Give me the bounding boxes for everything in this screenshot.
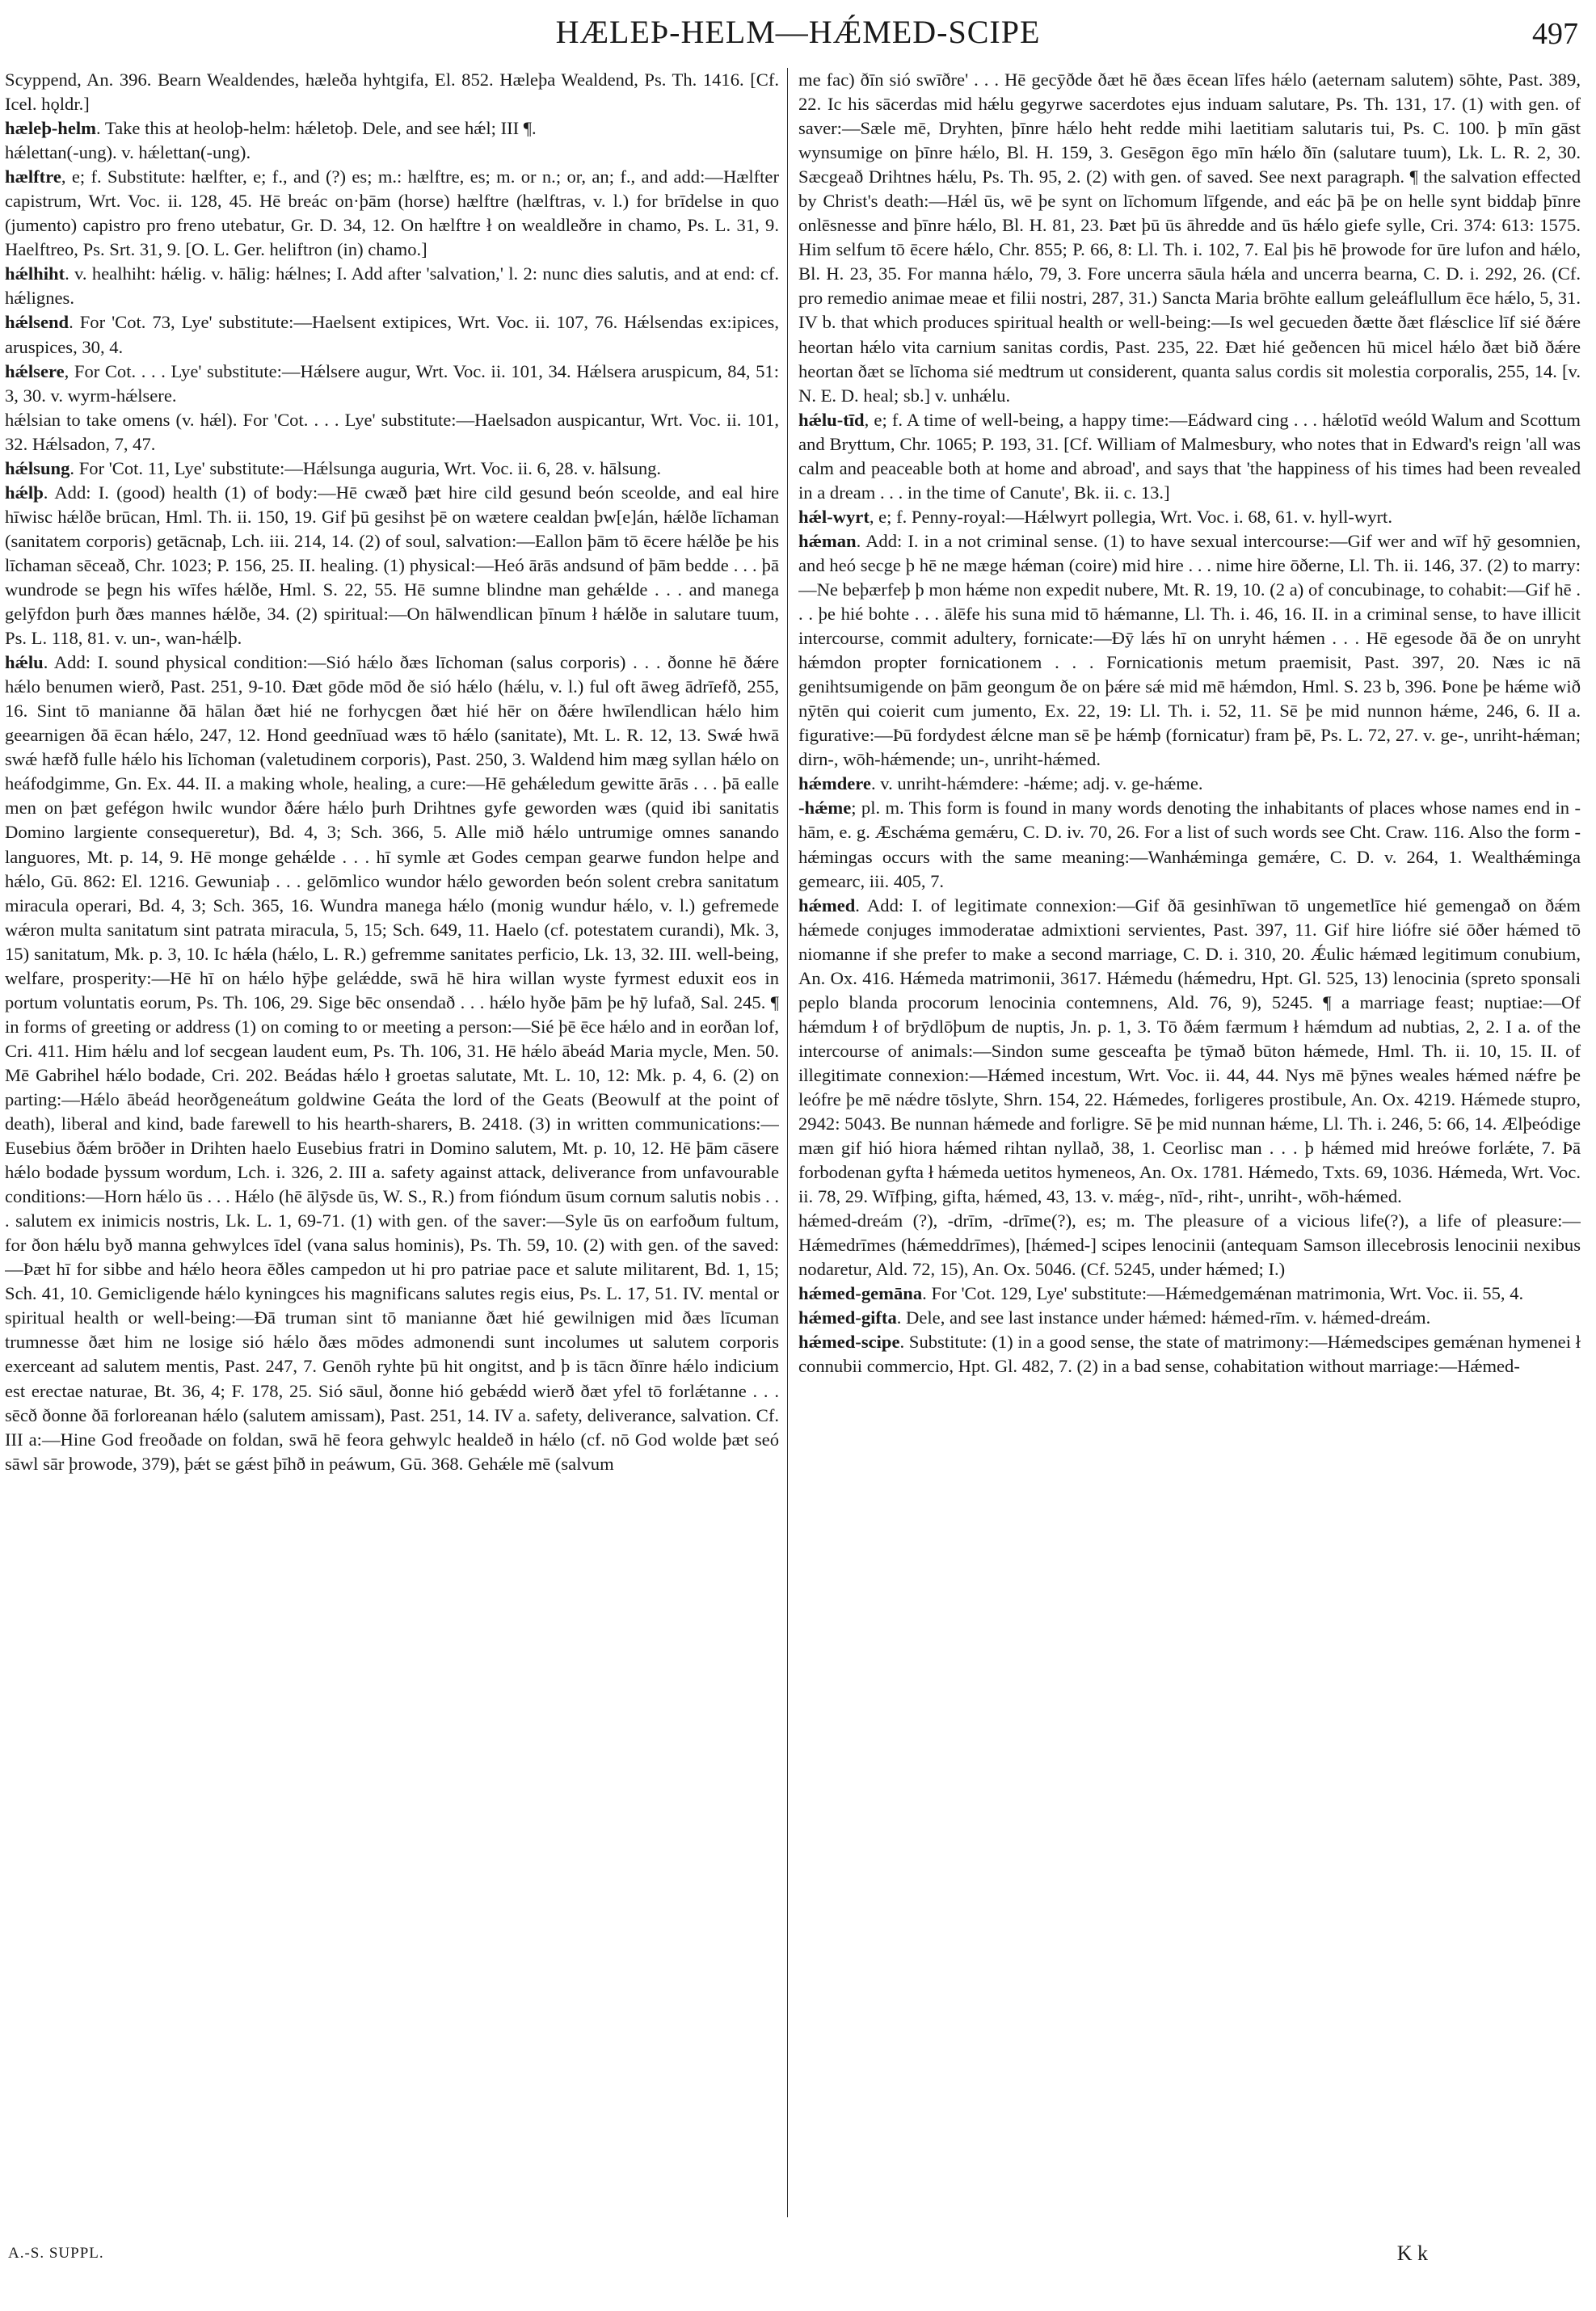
headword: hǽlu (5, 652, 44, 673)
entry-paragraph: hǽman. Add: I. in a not criminal sense. (1) to have sexual intercourse:—Gif wer and wīf hȳ gesomnien, and heó secge þ hē ne mæge hǽman (coire) mid hire . . . nime hire ōðerne, Ll. Th. ii. 146, 37. (2) to marry:—Ne beþærfeþ þ mon hǽme non expedit nubere, Mt. R. 19, 10. (2 a) of concubinage, to cohabit:—Gif hē . . . þe hié bohte . . . ālēfe his suna mid tō hǽmanne, Ll. Th. i. 46, 16. II. in a criminal sense, to have illicit intercourse, commit adultery, fornicate:—Ðȳ lǽs hī on unryht hǽmen . . . Hē egesode ðā ðe on unryht hǽmdon propter fornicationem . . . Fornicationis metum praemisit, Past. 397, 20. Næs ic nā genihtsumigende on þām geongum ðe on þǽre sǽ mid mē hǽmdon, Hml. S. 23 b, 396. Þone þe hǽme wið nȳtēn qui coierit cum jumento, Ex. 22, 19: Ll. Th. i. 52, 11. Sē þe mid nunnon hǽme, 246, 6. II a. figurative:—Þū fordydest ǽlcne man sē þe hǽmþ (fornicatur) fram þē, Ps. L. 72, 27. v. ge-, unriht-hǽman; dirn-, wōh-hǽmende; un-, unriht-hǽmed. (798, 530, 1581, 770)
headword: hǽlhiht (5, 263, 65, 284)
headword: -hǽme (798, 798, 852, 819)
left-column (5, 68, 779, 2217)
entry-paragraph: hǽl-wyrt, e; f. Penny-royal:—Hǽlwyrt pollegia, Wrt. Voc. i. 68, 61. v. hyll-wyrt. (798, 506, 1392, 527)
headword: hǽmed-gifta (798, 1307, 897, 1328)
headword: hǽmed-scipe (798, 1332, 900, 1353)
entry-paragraph: hæleþ-helm. Take this at heoloþ-helm: hǽletoþ. Dele, and see hǽl; III ¶. (5, 118, 537, 139)
headword: hǽlsung (5, 457, 70, 478)
headword: hǽmed-gemāna (798, 1283, 923, 1304)
headword: hæleþ-helm (5, 118, 96, 139)
entry-paragraph: hǽlettan(-ung). v. hǽlettan(-ung). (5, 142, 251, 163)
entry-paragraph: hælftre, e; f. Substitute: hælfter, e; f., and (?) es; m.: hælftre, es; m. or n.; or, an; f., and add:—Hælfter capistrum, Wrt. Voc. ii. 128, 45. Hē breác on·þām (horse) hælftre (hælftras, v. l.) for brīdelse in quo (jumento) capistro pro freno utebatur, Gr. D. 34, 12. On hælftre ł on wealdleðre in chamo, Ps. L. 31, 9. Haelftreo, Ps. Srt. 31, 9. [O. L. Ger. heliftron (in) chamo.] (5, 166, 779, 260)
entry-paragraph: hǽmed-gifta. Dele, and see last instance under hǽmed: hǽmed-rīm. v. hǽmed-dreám. (798, 1307, 1431, 1328)
entry-paragraph: hǽlsere, For Cot. . . . Lye' substitute:—Hǽlsere augur, Wrt. Voc. ii. 101, 34. Hǽlsera aruspicum, 84, 51: 3, 30. v. wyrm-hǽlsere. (5, 360, 779, 406)
entry-paragraph: hǽlu-tīd, e; f. A time of well-being, a happy time:—Eádward cing . . . hǽlotīd weóld Walum and Scottum and Bryttum, Chr. 1065; P. 193, 31. [Cf. William of Malmesbury, who notes that in Edward's reign 'all was calm and peaceable both at home and abroad', and says that 'the happiness of his times had been revealed in a dream . . . in the time of Canute', Bk. ii. c. 13.] (798, 409, 1581, 503)
entry-paragraph: hǽmed. Add: I. of legitimate connexion:—Gif ðā gesinhīwan tō ungemetlīce hié gemengað on ðǽm hǽmede conjuges immoderatae admixtioni servientes, Past. 397, 11. Gif hire liófre sié ōðer hǽmed tō niomanne if she prefer to make a second marriage, C. D. i. 310, 20. Ǽulic hǽmæd legitimum conubium, An. Ox. 416. Hǽmeda matrimonii, 3617. Hǽmedu (hǽmedru, Hpt. Gl. 525, 13) lenocinia (spreto sponsali peplo blanda procorum lenocinia contemnens, Ald. 76, 9), 5245. ¶ a marriage feast; nuptiae:—Of hǽmdum ł of brȳdlōþum de nuptis, Jn. p. 1, 3. Tō ðǽm færmum ł hǽmdum ad nubtias, 2, 2. I a. of the intercourse of animals:—Sindon sume gesceafta þe tȳmað būton hǽmede, Hml. Th. ii. 10, 15. II. of illegitimate connexion:—Hǽmed incestum, Wrt. Voc. ii. 44, 44. Nys mē þȳnes weales hǽmed nǽfre þe leófre þe mē nǽdre tōslyte, Shrn. 154, 22. Hǽmedes, forligeres prostibule, An. Ox. 4219. Hǽmede stupro, 2942: 5043. Be nunnan hǽmede and forligre. Sē þe mid nunnan hǽme, Ll. Th. i. 246, 5: 66, 14. Ælþeódige mæn gif hió hiora hǽmed rihtan nyllað, 38, 1. Ceorlisc man . . . þ hǽmed mid hreówe forlǽte, 7. Þā forbodenan gyfta ł hǽmeda uetitos hymeneos, An. Ox. 1781. Hǽmedo, Txts. 69, 1036. Hǽmeda, Wrt. Voc. ii. 78, 29. Wīfþing, gifta, hǽmed, 43, 13. v. mǽg-, nīd-, riht-, unriht-, wōh-hǽmed. (798, 895, 1581, 1207)
entry-paragraph: hǽlsian to take omens (v. hǽl). For 'Cot. . . . Lye' substitute:—Haelsadon auspicantur, Wrt. Voc. ii. 101, 32. Hǽlsadon, 7, 47. (5, 409, 779, 454)
headword: hǽlþ (5, 482, 44, 503)
headword: hǽlu-tīd (798, 409, 865, 430)
headword: hǽman (798, 530, 857, 551)
headword: hǽlsere (5, 360, 65, 381)
entry-paragraph: hǽmed-scipe. Substitute: (1) in a good sense, the state of matrimony:—Hǽmedscipes gemǽnan hymenei ł connubii commercio, Hpt. Gl. 482, 7. (2) in a bad sense, cohabitation without marriage:—Hǽmed- (798, 1332, 1581, 1377)
headword: hǽmdere (798, 773, 871, 794)
entry-paragraph: hǽlsend. For 'Cot. 73, Lye' substitute:—Haelsent extipices, Wrt. Voc. ii. 107, 76. Hǽlsendas ex:ipices, aruspices, 30, 4. (5, 312, 779, 357)
entry-paragraph: hǽmed-gemāna. For 'Cot. 129, Lye' substitute:—Hǽmedgemǽnan matrimonia, Wrt. Voc. ii. 55, 4. (798, 1283, 1524, 1304)
entry-paragraph: hǽmdere. v. unriht-hǽmdere: -hǽme; adj. v. ge-hǽme. (798, 773, 1203, 794)
entry-paragraph: Scyppend, An. 396. Bearn Wealdendes, hæleða hyhtgifa, El. 852. Hæleþa Wealdend, Ps. Th. 1416. [Cf. Icel. hǫldr.] (5, 69, 779, 115)
entry-paragraph: hǽlhiht. v. healhiht: hǽlig. v. hālig: hǽlnes; I. Add after 'salvation,' l. 2: nunc dies salutis, and at end: cf. hǽlignes. (5, 263, 779, 309)
column-divider (787, 68, 788, 2217)
page-header (0, 11, 1596, 60)
entry-paragraph: hǽlu. Add: I. sound physical condition:—Sió hǽlo ðæs līchoman (salus corporis) . . . ðonne hē ðǽre hǽlo benumen wierð, Past. 251, 9-10. Ðæt gōde mōd ðe sió hǽlo (hǽlu, v. l.) ful oft āweg ādrīefð, 255, 16. Sint tō manianne ðā hālan ðæt hié ne forhycgen ðæt hié hēr on ðǽre hwīlendlican hǽlo him geearnigen ðā ēcan hǽlo, 247, 12. Hond geednīuad wæs tō hǽlo (sanitate), Mt. L. R. 12, 13. Swǽ hwā swǽ hæfð fulle hǽlo his līchoman (valetudinem corporis), Past. 250, 3. Waldend him mæg syllan hǽlo on heáfodgimme, Gn. Ex. 44. II. a making whole, healing, a cure:—Hē gehǽledum gewitte ārās . . . þā ealle men on þæt gefégon hwilc wundor ðǽre hǽlo þurh Drihtnes gyfe geworden wæs (quid ibi sanitatis Domino largiente consequeretur), Bd. 4, 3; Sch. 366, 5. Alle mið hǽlo untrumige omnes sanando languores, Mt. p. 14, 9. Hē monge gehǽlde . . . hī symle æt Godes cempan gearwe fundon helpe and hǽlo, Gū. 862: El. 1216. Gewuniaþ . . . gelōmlico wundor hǽlo geworden beón solent crebra sanitatum miracula operari, Bd. 4, 3; Sch. 365, 16. Wundra manega hǽlo (monig wundur hǽlo, v. l.) gefremede wǽron multa sanitatum sint patrata miracula, 5, 15; Sch. 649, 11. Haelo (cf. potestatem curandi), Mk. 3, 15) sanitatum, Mk. p. 3, 10. Ic hǽla (hǽlo, L. R.) gefremme sanitates perficio, Lk. 13, 32. III. well-being, welfare, prosperity:—Hē hī on hǽlo hȳþe gelǽdde, swā hē hira willan wyste fyrmest eduxit eos in portum voluntatis eorum, Ps. Th. 106, 29. Sige bēc onsendað . . . hǽlo hyðe þām þe hȳ lufað, Sal. 245. ¶ in forms of greeting or address (1) on coming to or meeting a person:—Sié þē ēce hǽlo and in eorðan lof, Cri. 411. Him hǽlu and lof secgean laudent eum, Ps. Th. 106, 31. Hē hǽlo ābeád Maria mycle, Men. 50. Mē Gabrihel hǽlo bodade, Cri. 202. Beádas hǽlo ł groetas salutate, Mt. L. 10, 12: Mk. p. 4, 6. (2) on parting:—Hǽlo ābeád heorðgeneátum goldwine Geáta the lord of the Geats (Beowulf at the point of death), liberal and kind, bade farewell to his hearth-sharers, B. 2418. (3) in written communications:—Eusebius ðǽm brōðer in Drihten haelo Eusebius fratri in Domino salutem, Mt. p. 10, 12. Hē þām cāsere hǽlo bodade þyssum wordum, Lch. i. 326, 2. III a. safety against attack, deliverance from unfavourable conditions:—Horn hǽlo ūs . . . Hǽlo (hē ālȳsde ūs, W. S., R.) from fióndum ūsum cornum salutis nobis . . . salutem ex inimicis nostris, Lk. L. 1, 69-71. (1) with gen. of the saver:—Syle ūs on earfoðum fultum, for ðon hǽlu byð manna gehwylces īdel (vana salus hominis), Ps. Th. 59, 10. (2) with gen. of the saved:—Þæt hī for sibbe and hǽlo heora ēðles campedon ut hi pro patriae pace et salute militarent, Bd. 1, 15; Sch. 41, 10. Gemicligende hǽlo kyningces his magnificans salutes regis eius, Ps. L. 17, 51. IV. mental or spiritual health or well-being:—Ðā truman sint tō manianne ðæt hié gewilnigen mid ðæs līcuman trumnesse ðæt him ne losige sió hǽlo ðæs mōdes admonendi sunt incolumes ut salutem corporis exerceant ad salutem mentis, Past. 247, 7. Genōh ryhte þū hit ongitst, and þ is tācn ðīnre hǽlo indicium est erectae naturae, Bt. 36, 4; F. 178, 25. Sió sāul, ðonne hió gebǽdd wierð ðæt yfel tō forlǽtanne . . . sēcð ðonne ðā forloreanan hǽlo (salutem amissam), Past. 251, 14. IV a. safety, deliverance, salvation. Cf. III a:—Hine God freoðade on foldan, swā hē feora gehwylc healdeð in hǽlo (cf. nō God wolde þæt seó sāwl sār þrowode, 379), þǽt se gǽst þīhð in peáwum, Gū. 368. Gehǽle mē (salvum (5, 652, 779, 1474)
headword: hǽl-wyrt (798, 506, 870, 527)
signature-mark: A.-S. SUPPL. (8, 2245, 104, 2262)
page-number: 497 (1532, 17, 1578, 51)
running-title: HÆLEÞ-HELM—HǼMED-SCIPE (555, 14, 1041, 50)
headword: hǽmed (798, 895, 856, 916)
page-footer (0, 2242, 1596, 2277)
gathering-mark: K k (1396, 2242, 1428, 2265)
entry-paragraph: me fac) ðīn sió swīðre' . . . Hē gecȳðde ðæt hē ðæs ēcean līfes hǽlo (aeternam salutem) sōhte, Past. 389, 22. Ic his sācerdas mid hǽlu gegyrwe sacerdotes ejus induam salutare, Ps. Th. 131, 17. (1) with gen. of saver:—Sæle mē, Dryhten, þīnre hǽlo heht redde mihi laetitiam salutaris tui, Ps. C. 100. þ mīn gāst wynsumige on þīnre hǽlo, Bl. H. 159, 3. Gesēgon ēgo mīn hǽlo ðīn (salutare tuum), Lk. L. R. 2, 30. Sæcgeað Drihtnes hǽlu, Ps. Th. 95, 2. (2) with gen. of saved. See next paragraph. ¶ the salvation effected by Christ's death:—Hǽl ūs, wē þe synt on līchomum līfgende, and eác þā þe on helle synt biddaþ þīnre onlēsnesse and þīnre hǽlo, Bl. H. 81, 23. Þæt þū ūs āhredde and ūs hǽlo giefe sylle, Cri. 374: 613: 1575. Him selfum tō ēcere hǽlo, Chr. 855; P. 66, 8: Ll. Th. i. 102, 7. Eal þis hē þrowode for ūre lufon and hǽlo, Bl. H. 23, 35. For manna hǽlo, 79, 3. Fore uncerra sāula hǽla and uncerra bearna, C. D. i. 292, 26. (Cf. pro remedio animae meae et filii nostri, 287, 31.) Sancta Maria brōhte eallum geleáflullum ēce hǽlo, 5, 31. IV b. that which produces spiritual health or well-being:—Is wel gecueden ðætte ðæt flǽsclice līf sié ðǽre heortan hǽlo vita carnium sanitas cordis, Past. 235, 22. Ðæt hié geðencen hū micel hǽlo ðæt bið ðǽre heortan ðæt se līchoma sié medtrum ut considerent, quanta salus cordis sit molestia corporalis, 255, 14. [v. N. E. D. heal; sb.] v. unhǽlu. (798, 69, 1581, 406)
entry-paragraph: hǽlsung. For 'Cot. 11, Lye' substitute:—Hǽlsunga auguria, Wrt. Voc. ii. 6, 28. v. hālsung. (5, 457, 662, 478)
headword: hælftre (5, 166, 61, 187)
entry-paragraph: hǽmed-dreám (?), -drīm, -drīme(?), es; m. The pleasure of a vicious life(?), a life of pleasure:—Hǽmedrīmes (hǽmeddrīmes), [hǽmed-] scipes lenocinii (antequam Samson illecebrosis lenocinii nexibus nodaretur, Ald. 72, 15), An. Ox. 5046. (Cf. 5245, under hǽmed; I.) (798, 1210, 1581, 1280)
headword: hǽlsend (5, 312, 69, 333)
right-column (798, 68, 1581, 2217)
entry-paragraph: hǽlþ. Add: I. (good) health (1) of body:—Hē cwæð þæt hire cild gesund beón sceolde, and eal hire hīwisc hǽlðe brūcan, Hml. Th. ii. 150, 19. Gif þū gesihst þē on wætere cealdan þw[e]án, hǽlðe līchaman (sanitatem corporis) getācnaþ, Lch. iii. 214, 14. (2) of soul, salvation:—Eallon þām tō ēcere hǽlðe þe his līchaman sēceað, Chr. 1023; P. 156, 25. II. healing. (1) physical:—Heó ārās andsund of þām bedde . . . þā wundrode se þegn his wīfes hǽlðe, Hml. S. 22, 55. Hē sumne blindne man gehǽlde . . . and manega gelȳfdon þurh ðæs mannes hǽlðe, 34. (2) spiritual:—On hālwendlican þīnum ł hǽlðe in salutare tuum, Ps. L. 118, 81. v. un-, wan-hǽlþ. (5, 482, 779, 649)
entry-paragraph: -hǽme; pl. m. This form is found in many words denoting the inhabitants of places whose names end in -hām, e. g. Æschǽma gemǽru, C. D. iv. 70, 26. For a list of such words see Cht. Craw. 116. Also the form -hǽmingas occurs with the same meaning:—Wanhǽminga gemǽre, C. D. v. 264, 1. Wealthǽminga gemearc, iii. 405, 7. (798, 798, 1581, 891)
